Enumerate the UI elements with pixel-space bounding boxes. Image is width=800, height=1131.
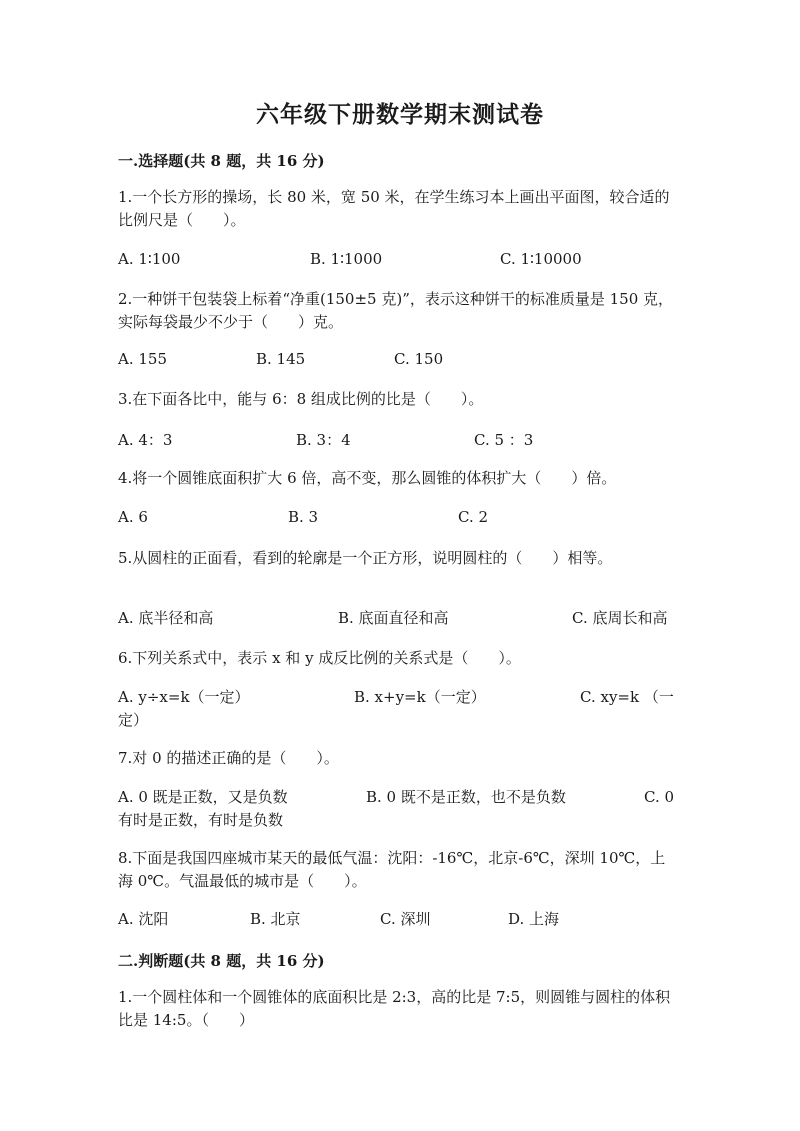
- option-6-c-continued: 定）: [118, 711, 149, 729]
- option-1-b: B. 1∶1000: [310, 250, 383, 268]
- option-5-b: B. 底面直径和高: [338, 609, 449, 627]
- judgement-question-1: 1.一个圆柱体和一个圆锥体的底面积比是 2:3，高的比是 7:5，则圆锥与圆柱的体积比是 14:5。（ ）: [118, 988, 671, 1029]
- question-6: 6.下列关系式中，表示 x 和 y 成反比例的关系式是（ ）。: [118, 649, 521, 667]
- option-7-a: A. 0 既是正数，又是负数: [118, 788, 288, 806]
- option-2-b: B. 145: [256, 350, 306, 368]
- option-8-b: B. 北京: [250, 910, 301, 928]
- option-4-c: C. 2: [458, 508, 489, 526]
- option-8-d: D. 上海: [508, 910, 560, 928]
- section-heading-choice: 一.选择题(共 8 题，共 16 分): [118, 152, 325, 170]
- question-5: 5.从圆柱的正面看，看到的轮廓是一个正方形，说明圆柱的（ ）相等。: [118, 549, 613, 567]
- option-2-c: C. 150: [394, 350, 444, 368]
- section-heading-judgement: 二.判断题(共 8 题，共 16 分): [118, 952, 325, 970]
- option-1-c: C. 1∶10000: [500, 250, 582, 268]
- option-8-a: A. 沈阳: [118, 910, 169, 928]
- option-5-c: C. 底周长和高: [572, 609, 668, 627]
- option-8-c: C. 深圳: [380, 910, 431, 928]
- question-3: 3.在下面各比中，能与 6：8 组成比例的比是（ ）。: [118, 390, 484, 408]
- question-7: 7.对 0 的描述正确的是（ ）。: [118, 749, 339, 767]
- option-1-a: A. 1∶100: [118, 250, 181, 268]
- option-3-b: B. 3：4: [296, 431, 351, 449]
- question-8: 8.下面是我国四座城市某天的最低气温：沈阳：-16℃，北京-6℃，深圳 10℃，上海 0℃。气温最低的城市是（ ）。: [118, 849, 666, 890]
- option-7-c-continued: 有时是正数，有时是负数: [118, 811, 284, 829]
- option-6-a: A. y÷x=k（一定）: [118, 688, 250, 706]
- option-2-a: A. 155: [118, 350, 167, 368]
- option-3-a: A. 4：3: [118, 431, 173, 449]
- option-3-c: C. 5 ：3: [474, 431, 534, 449]
- option-7-b: B. 0 既不是正数，也不是负数: [366, 788, 566, 806]
- option-5-a: A. 底半径和高: [118, 609, 214, 627]
- option-row-7: [118, 786, 678, 832]
- option-7-c: C. 0: [644, 788, 675, 806]
- option-6-c: C. xy=k （一: [580, 688, 674, 706]
- option-6-b: B. x+y=k（一定）: [354, 688, 486, 706]
- page-title: 六年级下册数学期末测试卷: [256, 101, 544, 128]
- option-4-a: A. 6: [118, 508, 148, 526]
- option-4-b: B. 3: [288, 508, 319, 526]
- question-4: 4.将一个圆锥底面积扩大 6 倍，高不变，那么圆锥的体积扩大（ ）倍。: [118, 469, 617, 487]
- question-2: 2.一种饼干包装袋上标着“净重(150±5 克)”，表示这种饼干的标准质量是 150 克，实际每袋最少不少于（ ）克。: [118, 290, 674, 331]
- question-1: 1.一个长方形的操场，长 80 米，宽 50 米，在学生练习本上画出平面图，较合适的比例尺是（ ）。: [118, 188, 670, 229]
- option-row-6: [118, 686, 678, 732]
